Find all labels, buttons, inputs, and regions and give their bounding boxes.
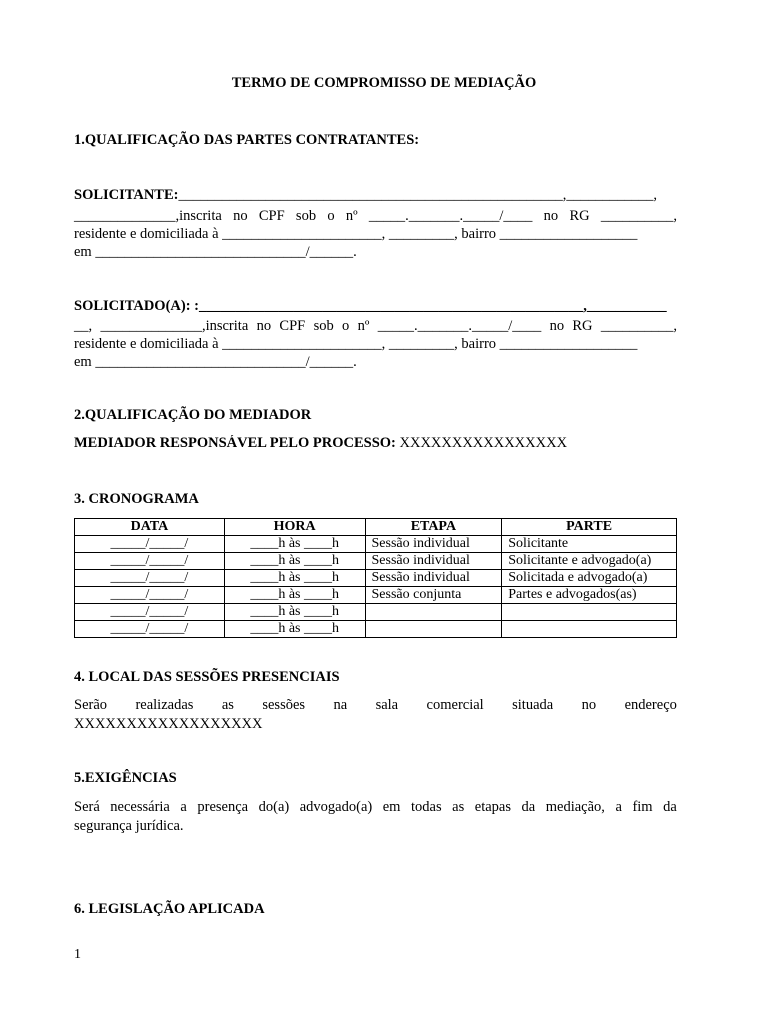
text-word: da: [663, 799, 677, 815]
text-word: CPF: [279, 318, 306, 334]
cell-time: ____h às ____h: [224, 621, 365, 638]
section5-line2: segurança jurídica.: [74, 818, 184, 834]
text-word: ______________,inscrita: [74, 208, 222, 224]
cell-party: [502, 604, 677, 621]
text-word: mediação,: [545, 799, 605, 815]
solicitante-line3: residente e domiciliada à ______________________, _________, bairro ___________________: [74, 226, 638, 242]
solicitante-line2: [74, 208, 677, 225]
cell-date: _____/_____/: [75, 587, 225, 604]
cell-time: ____h às ____h: [224, 604, 365, 621]
table-row: [75, 604, 677, 621]
text-word: CPF: [258, 208, 285, 224]
solicitante-label: SOLICITANTE:: [74, 187, 179, 203]
text-word: situada: [512, 697, 554, 713]
table-row: [75, 553, 677, 570]
cell-date: _____/_____/: [75, 604, 225, 621]
cell-stage: [365, 604, 502, 621]
text-word: comercial: [426, 697, 484, 713]
text-word: endereço: [624, 697, 677, 713]
section1-heading: 1.QUALIFICAÇÃO DAS PARTES CONTRATANTES:: [74, 132, 420, 148]
text-word: Será: [74, 799, 100, 815]
table-row: [75, 621, 677, 638]
schedule-table: [74, 518, 677, 638]
text-word: RG: [569, 208, 590, 224]
section4-line1: [74, 697, 677, 714]
text-word: presença: [197, 799, 249, 815]
text-word: Serão: [74, 697, 108, 713]
text-word: no: [233, 208, 248, 224]
text-word: no: [581, 697, 597, 713]
text-word: sala: [375, 697, 399, 713]
solicitado-line4: em _____________________________/______.: [74, 354, 357, 370]
cell-stage: Sessão individual: [365, 553, 502, 570]
section4-line2: XXXXXXXXXXXXXXXXXX: [74, 716, 263, 732]
text-word: o: [327, 208, 335, 224]
mediator-value: XXXXXXXXXXXXXXXX: [395, 435, 568, 451]
text-word: o: [342, 318, 350, 334]
column-header-parte: PARTE: [502, 519, 677, 536]
cell-time: ____h às ____h: [224, 570, 365, 587]
table-row: [75, 536, 677, 553]
section5-line1: [74, 799, 677, 816]
text-word: sob: [313, 318, 334, 334]
column-header-hora: HORA: [224, 519, 365, 536]
text-word: do(a): [258, 799, 290, 815]
solicitado-line2: [74, 318, 677, 335]
text-word: em: [382, 799, 401, 815]
text-word: a: [615, 799, 622, 815]
cell-party: Solicitante: [502, 536, 677, 553]
text-word: no: [549, 318, 565, 334]
column-header-etapa: ETAPA: [365, 519, 502, 536]
cell-party: Solicitada e advogado(a): [502, 570, 677, 587]
text-word: no: [256, 318, 272, 334]
text-word: __________,: [600, 318, 677, 334]
cell-stage: Sessão individual: [365, 570, 502, 587]
mediator-line: [74, 435, 677, 452]
table-header-row: [75, 519, 677, 536]
section4-heading: 4. LOCAL DAS SESSÕES PRESENCIAIS: [74, 669, 340, 685]
section6-heading: 6. LEGISLAÇÃO APLICADA: [74, 901, 265, 917]
text-word: realizadas: [135, 697, 194, 713]
solicitante-line4: em _____________________________/______.: [74, 244, 357, 260]
text-word: advogado(a): [299, 799, 373, 815]
document-title: TERMO DE COMPROMISSO DE MEDIAÇÃO: [231, 75, 537, 91]
cell-time: ____h às ____h: [224, 553, 365, 570]
text-word: na: [333, 697, 348, 713]
solicitado-line1: [74, 298, 677, 315]
column-header-data: DATA: [75, 519, 225, 536]
text-word: necessária: [110, 799, 170, 815]
page-number: 1: [74, 947, 81, 962]
cell-stage: [365, 621, 502, 638]
text-word: _____._______._____/____: [368, 208, 533, 224]
text-word: nº: [357, 318, 370, 334]
text-word: __,: [74, 318, 93, 334]
text-word: _____._______._____/____: [377, 318, 542, 334]
text-word: fim: [632, 799, 653, 815]
text-word: RG: [572, 318, 593, 334]
text-word: todas: [411, 799, 442, 815]
cell-time: ____h às ____h: [224, 536, 365, 553]
text-word: sob: [295, 208, 317, 224]
section3-heading: 3. CRONOGRAMA: [74, 491, 199, 507]
section5-heading: 5.EXIGÊNCIAS: [74, 770, 177, 786]
text-word: as: [221, 697, 234, 713]
text-word: a: [180, 799, 187, 815]
text-word: __________,: [600, 208, 677, 224]
solicitante-line1-blanks: _____________________________________________________,____________,: [178, 187, 657, 203]
mediator-label: MEDIADOR RESPONSÁVEL PELO PROCESSO:: [74, 435, 396, 451]
text-word: no: [543, 208, 559, 224]
text-word: da: [521, 799, 536, 815]
cell-date: _____/_____/: [75, 621, 225, 638]
solicitado-line1-blanks: :_____________________________________________________,___________: [190, 298, 667, 314]
cell-party: Partes e advogados(as): [502, 587, 677, 604]
solicitado-line3: residente e domiciliada à ______________________, _________, bairro ___________________: [74, 336, 638, 352]
text-word: sessões: [262, 697, 306, 713]
cell-party: Solicitante e advogado(a): [502, 553, 677, 570]
text-word: nº: [345, 208, 358, 224]
cell-party: [502, 621, 677, 638]
cell-date: _____/_____/: [75, 553, 225, 570]
cell-date: _____/_____/: [75, 536, 225, 553]
text-word: as: [452, 799, 465, 815]
table-row: [75, 570, 677, 587]
solicitado-label: SOLICITADO(A):: [74, 298, 191, 314]
cell-date: _____/_____/: [75, 570, 225, 587]
cell-time: ____h às ____h: [224, 587, 365, 604]
cell-stage: Sessão conjunta: [365, 587, 502, 604]
text-word: ______________,inscrita: [100, 318, 249, 334]
table-row: [75, 587, 677, 604]
section2-heading: 2.QUALIFICAÇÃO DO MEDIADOR: [74, 407, 312, 423]
text-word: etapas: [474, 799, 511, 815]
solicitante-line1: [74, 187, 677, 204]
cell-stage: Sessão individual: [365, 536, 502, 553]
